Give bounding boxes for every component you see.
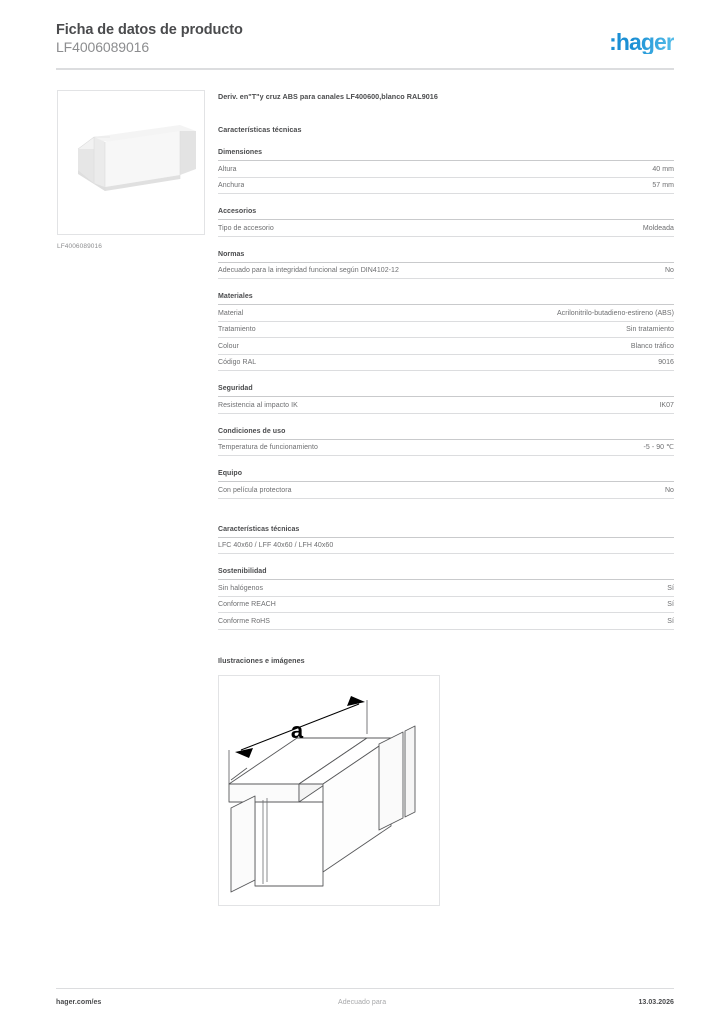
table-row xyxy=(218,538,674,555)
spec-label: Tipo de accesorio xyxy=(218,224,274,232)
spec-label: Altura xyxy=(218,165,237,173)
group-title: Equipo xyxy=(218,469,674,482)
spec-label: Anchura xyxy=(218,182,245,189)
spec-value: IK07 xyxy=(659,401,674,409)
spec-value: No xyxy=(664,267,674,274)
spec-group-normas xyxy=(218,250,674,280)
table-row xyxy=(218,338,674,355)
spec-group-accesorios xyxy=(218,207,674,237)
spec-group-materiales xyxy=(218,292,674,371)
spec-label: Temperatura de funcionamiento xyxy=(218,444,318,451)
sustainability-rows xyxy=(218,580,674,630)
spec-value: -5 - 90 ℃ xyxy=(643,444,674,451)
footer-date: 13.03.2026 xyxy=(638,999,674,1006)
table-row xyxy=(218,597,674,614)
footer-note: Adecuado para xyxy=(338,999,387,1006)
spec-value: Blanco tráfico xyxy=(630,342,674,350)
spec-value: Moldeada xyxy=(642,224,674,232)
spec-label: Código RAL xyxy=(218,359,257,366)
spec-label: Tratamiento xyxy=(218,326,256,333)
spec-label: Adecuado para la integridad funcional según DIN4102-12 xyxy=(218,267,399,274)
group-title: Accesorios xyxy=(218,207,674,220)
spec-group-sustainability xyxy=(218,567,674,630)
product-image-caption: LF4006089016 xyxy=(57,243,102,250)
product-image-box xyxy=(57,90,205,235)
spec-value: Sin tratamiento xyxy=(626,326,674,333)
page-title: Ficha de datos de producto xyxy=(56,22,243,38)
product-name: Deriv. en"T"y cruz ABS para canales LF400600,blanco RAL9016 xyxy=(218,92,438,101)
header-divider xyxy=(56,68,674,70)
spec-group-dimensiones xyxy=(218,148,674,194)
spec-label: Resistencia al impacto IK xyxy=(218,401,298,409)
hager-logo: :hager xyxy=(609,29,674,55)
spec-value: Sí xyxy=(667,601,674,608)
page-subtitle-article-number: LF4006089016 xyxy=(56,39,149,55)
spec-group-equipo xyxy=(218,469,674,499)
group-title: Dimensiones xyxy=(218,148,674,161)
page-header xyxy=(56,22,674,68)
spec-label: Conforme RoHS xyxy=(218,617,271,625)
spec-label: Material xyxy=(218,309,244,317)
group-title: Características técnicas xyxy=(218,525,674,538)
spec-value: Sí xyxy=(667,617,674,625)
spec-group-seguridad xyxy=(218,384,674,414)
table-row xyxy=(218,355,674,372)
table-row xyxy=(218,397,674,414)
table-row xyxy=(218,178,674,195)
illustrations-section xyxy=(218,656,674,906)
spec-value: 57 mm xyxy=(652,182,674,189)
spec-value: No xyxy=(664,486,674,494)
table-row xyxy=(218,305,674,322)
spec-value: Acrilonitrilo-butadieno-estireno (ABS) xyxy=(556,309,674,317)
group-title: Condiciones de uso xyxy=(218,427,674,440)
spec-label: Colour xyxy=(218,342,239,350)
group-title: Seguridad xyxy=(218,384,674,397)
table-row xyxy=(218,322,674,339)
table-row xyxy=(218,580,674,597)
spec-group-technical-compat xyxy=(218,525,674,555)
table-row xyxy=(218,263,674,280)
table-row xyxy=(218,613,674,630)
footer-divider xyxy=(56,988,674,989)
technical-characteristics-heading: Características técnicas xyxy=(218,125,302,134)
spec-groups xyxy=(218,148,674,499)
dimension-label-a: a xyxy=(290,717,304,743)
table-row xyxy=(218,220,674,237)
spec-group-condiciones-de-uso xyxy=(218,427,674,457)
spec-value: Sí xyxy=(667,584,674,592)
spec-label: Sin halógenos xyxy=(218,584,264,592)
spec-content xyxy=(218,92,674,906)
spec-label: Conforme REACH xyxy=(218,601,276,608)
technical-drawing-tee-junction xyxy=(219,676,439,905)
spec-label: Con película protectora xyxy=(218,486,292,494)
product-photo-trunking-tee xyxy=(58,91,204,234)
spec-label: LFC 40x60 / LFF 40x60 / LFH 40x60 xyxy=(218,542,334,549)
page-footer xyxy=(56,998,674,1012)
group-title: Sostenibilidad xyxy=(218,567,674,580)
spec-value: 9016 xyxy=(658,359,674,366)
table-row xyxy=(218,440,674,457)
group-title: Materiales xyxy=(218,292,674,305)
spec-value: 40 mm xyxy=(652,165,674,173)
group-title: Normas xyxy=(218,250,674,263)
table-row xyxy=(218,482,674,499)
illustration-box xyxy=(218,675,440,906)
footer-website[interactable]: hager.com/es xyxy=(56,999,102,1006)
product-figure xyxy=(57,90,205,250)
table-row xyxy=(218,161,674,178)
illustrations-title: Ilustraciones e imágenes xyxy=(218,655,305,665)
